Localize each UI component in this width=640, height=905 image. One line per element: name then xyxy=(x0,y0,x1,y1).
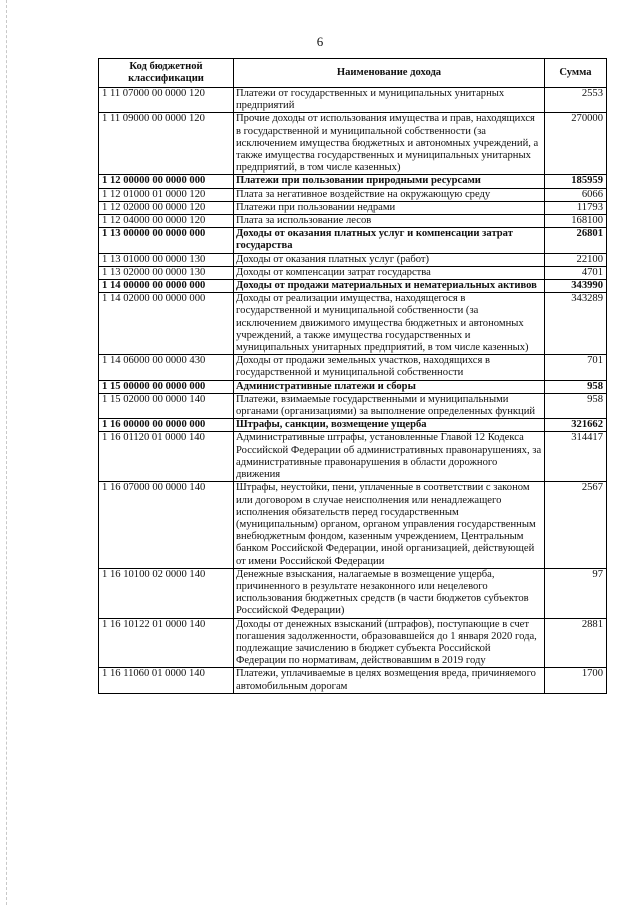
name-cell: Доходы от реализации имущества, находящегося в государственной и муниципальной собственности (за исключением движимого имущества бюджетных и автономных учреждений, а также имущества государственных и муниципальных унитарных предприятий, в том числе казенных) xyxy=(234,293,545,355)
amount-cell: 314417 xyxy=(545,432,607,482)
table-row xyxy=(99,355,607,380)
name-cell: Платежи при пользовании недрами xyxy=(234,201,545,214)
amount-cell: 4701 xyxy=(545,266,607,279)
code-cell: 1 16 10100 02 0000 140 xyxy=(99,568,234,618)
header-code: Код бюджетной классификации xyxy=(99,59,234,88)
table-row xyxy=(99,568,607,618)
name-cell: Доходы от продажи материальных и нематериальных активов xyxy=(234,280,545,293)
code-cell: 1 14 02000 00 0000 000 xyxy=(99,293,234,355)
amount-cell: 270000 xyxy=(545,113,607,175)
amount-cell: 958 xyxy=(545,393,607,418)
code-cell: 1 13 00000 00 0000 000 xyxy=(99,228,234,253)
table-row xyxy=(99,280,607,293)
code-cell: 1 12 04000 00 0000 120 xyxy=(99,215,234,228)
code-cell: 1 16 10122 01 0000 140 xyxy=(99,618,234,668)
code-cell: 1 12 00000 00 0000 000 xyxy=(99,175,234,188)
name-cell: Платежи, уплачиваемые в целях возмещения вреда, причиняемого автомобильным дорогам xyxy=(234,668,545,693)
table-row xyxy=(99,668,607,693)
code-cell: 1 15 00000 00 0000 000 xyxy=(99,380,234,393)
code-cell: 1 15 02000 00 0000 140 xyxy=(99,393,234,418)
table-row xyxy=(99,432,607,482)
name-cell: Плата за негативное воздействие на окружающую среду xyxy=(234,188,545,201)
name-cell: Административные штрафы, установленные Главой 12 Кодекса Российской Федерации об административных правонарушениях, за административные правонарушения в области дорожного движения xyxy=(234,432,545,482)
code-cell: 1 12 01000 01 0000 120 xyxy=(99,188,234,201)
amount-cell: 97 xyxy=(545,568,607,618)
code-cell: 1 13 02000 00 0000 130 xyxy=(99,266,234,279)
amount-cell: 958 xyxy=(545,380,607,393)
amount-cell: 168100 xyxy=(545,215,607,228)
amount-cell: 185959 xyxy=(545,175,607,188)
table-row xyxy=(99,201,607,214)
amount-cell: 26801 xyxy=(545,228,607,253)
page-number: 6 xyxy=(316,34,324,49)
amount-cell: 701 xyxy=(545,355,607,380)
amount-cell: 2567 xyxy=(545,482,607,568)
scan-edge xyxy=(6,0,8,905)
table-row xyxy=(99,228,607,253)
name-cell: Прочие доходы от использования имущества и прав, находящихся в государственной и муниципальной собственности (за исключением имущества бюджетных и автономных учреждений, а также имущества государственных и муниципальных унитарных предприятий, в том числе казенных) xyxy=(234,113,545,175)
code-cell: 1 11 07000 00 0000 120 xyxy=(99,88,234,113)
name-cell: Штрафы, санкции, возмещение ущерба xyxy=(234,419,545,432)
code-cell: 1 16 01120 01 0000 140 xyxy=(99,432,234,482)
code-cell: 1 13 01000 00 0000 130 xyxy=(99,253,234,266)
header-name: Наименование дохода xyxy=(234,59,545,88)
name-cell: Доходы от продажи земельных участков, находящихся в государственной и муниципальной собственности xyxy=(234,355,545,380)
code-cell: 1 12 02000 00 0000 120 xyxy=(99,201,234,214)
amount-cell: 22100 xyxy=(545,253,607,266)
table-row xyxy=(99,215,607,228)
header-amount: Сумма xyxy=(545,59,607,88)
table-header-row xyxy=(99,59,607,88)
table-row xyxy=(99,175,607,188)
name-cell: Административные платежи и сборы xyxy=(234,380,545,393)
name-cell: Штрафы, неустойки, пени, уплаченные в соответствии с законом или договором в случае неисполнения или ненадлежащего исполнения обязательств перед государственным (муниципальным) органом, органом управления государственным внебюджетным фондом, казенным учреждением, Центральным банком Российской Федерации, иной организацией, действующей от имени Российской Федерации xyxy=(234,482,545,568)
table-row xyxy=(99,293,607,355)
amount-cell: 343289 xyxy=(545,293,607,355)
amount-cell: 6066 xyxy=(545,188,607,201)
amount-cell: 343990 xyxy=(545,280,607,293)
table-row xyxy=(99,113,607,175)
table-row xyxy=(99,482,607,568)
name-cell: Доходы от оказания платных услуг (работ) xyxy=(234,253,545,266)
amount-cell: 1700 xyxy=(545,668,607,693)
table-row xyxy=(99,380,607,393)
name-cell: Доходы от компенсации затрат государства xyxy=(234,266,545,279)
code-cell: 1 11 09000 00 0000 120 xyxy=(99,113,234,175)
code-cell: 1 14 00000 00 0000 000 xyxy=(99,280,234,293)
amount-cell: 2881 xyxy=(545,618,607,668)
name-cell: Платежи от государственных и муниципальных унитарных предприятий xyxy=(234,88,545,113)
code-cell: 1 14 06000 00 0000 430 xyxy=(99,355,234,380)
table-row xyxy=(99,266,607,279)
amount-cell: 321662 xyxy=(545,419,607,432)
code-cell: 1 16 07000 00 0000 140 xyxy=(99,482,234,568)
amount-cell: 2553 xyxy=(545,88,607,113)
table-row xyxy=(99,393,607,418)
name-cell: Платежи, взимаемые государственными и муниципальными органами (организациями) за выполнение определенных функций xyxy=(234,393,545,418)
code-cell: 1 16 11060 01 0000 140 xyxy=(99,668,234,693)
revenue-table xyxy=(98,58,607,694)
table-row xyxy=(99,419,607,432)
name-cell: Денежные взыскания, налагаемые в возмещение ущерба, причиненного в результате незаконного или нецелевого использования бюджетных средств (в части бюджетов субъектов Российской Федерации) xyxy=(234,568,545,618)
table-row xyxy=(99,188,607,201)
table-row xyxy=(99,253,607,266)
table-row xyxy=(99,618,607,668)
code-cell: 1 16 00000 00 0000 000 xyxy=(99,419,234,432)
name-cell: Доходы от оказания платных услуг и компенсации затрат государства xyxy=(234,228,545,253)
name-cell: Плата за использование лесов xyxy=(234,215,545,228)
name-cell: Доходы от денежных взысканий (штрафов), поступающие в счет погашения задолженности, образовавшейся до 1 января 2020 года, подлежащие зачислению в бюджет субъекта Российской Федерации по нормативам, действовавшим в 2019 году xyxy=(234,618,545,668)
name-cell: Платежи при пользовании природными ресурсами xyxy=(234,175,545,188)
table-row xyxy=(99,88,607,113)
amount-cell: 11793 xyxy=(545,201,607,214)
